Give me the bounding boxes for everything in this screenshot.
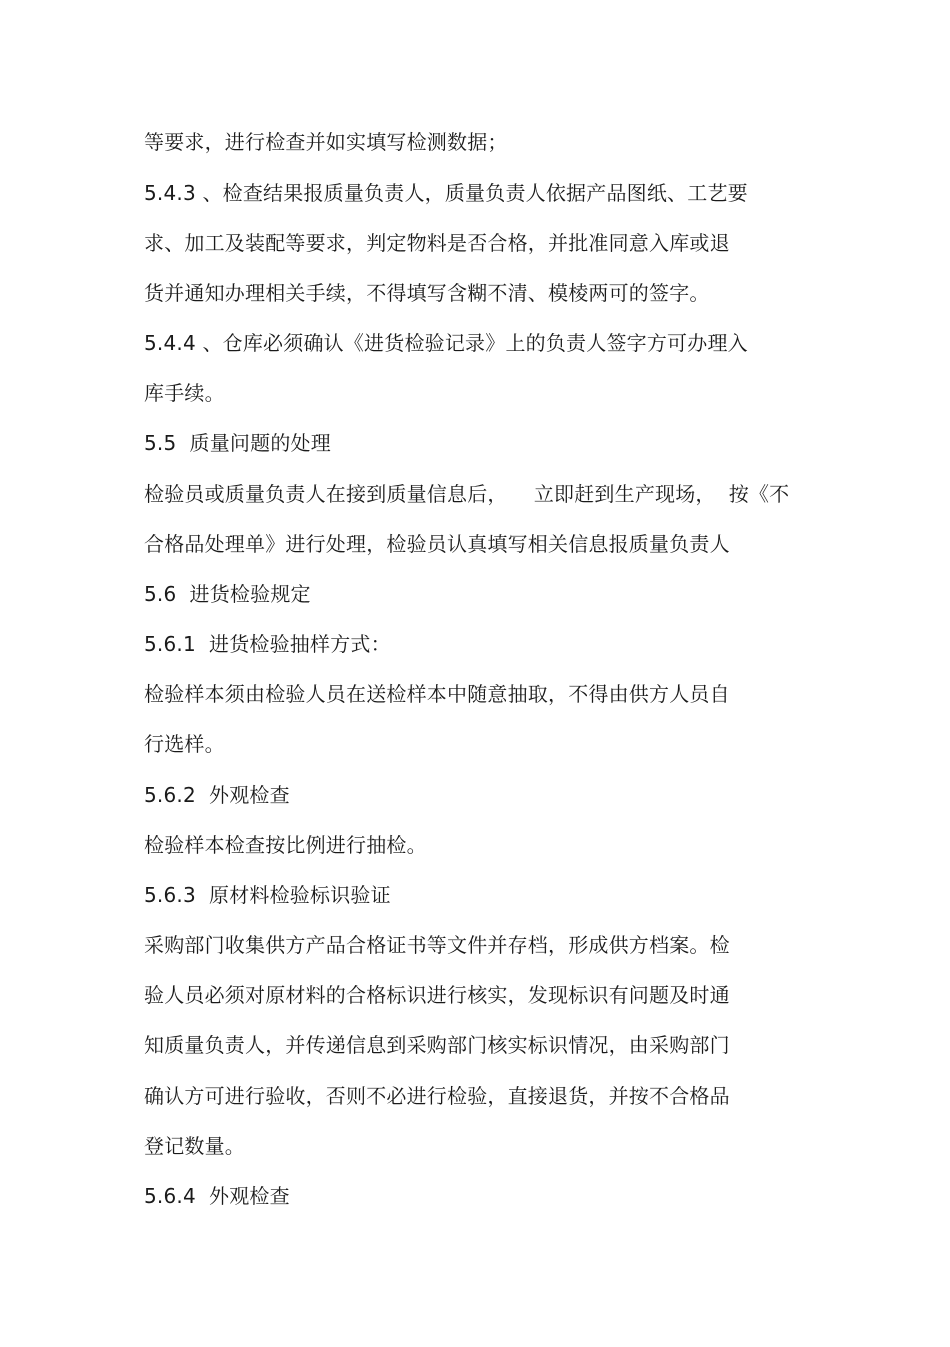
text-line-6: 库手续。 (144, 381, 225, 405)
text-line-15: 检验样本检查按比例进行抽检。 (144, 833, 427, 857)
text-line-17: 采购部门收集供方产品合格证书等文件并存档，形成供方档案。检 (144, 933, 730, 957)
subsection-heading-5-6-3: 5.6.3 原材料检验标识验证 (144, 883, 391, 907)
text-line-20: 确认方可进行验收，否则不必进行检验，直接退货，并按不合格品 (144, 1084, 730, 1108)
section-heading-5-5: 5.5 质量问题的处理 (144, 431, 331, 455)
subsection-heading-5-6-1: 5.6.1 进货检验抽样方式： (144, 632, 391, 656)
subsection-heading-5-6-2: 5.6.2 外观检查 (144, 783, 290, 807)
text-line-2: 5.4.3 、检查结果报质量负责人，质量负责人依据产品图纸、工艺要 (144, 181, 748, 205)
section-heading-5-6: 5.6 进货检验规定 (144, 582, 311, 606)
text-line-18: 验人员必须对原材料的合格标识进行核实，发现标识有问题及时通 (144, 983, 730, 1007)
text-line-4: 货并通知办理相关手续，不得填写含糊不清、模棱两可的签字。 (144, 281, 710, 305)
subsection-heading-5-6-4: 5.6.4 外观检查 (144, 1184, 290, 1208)
text-line-19: 知质量负责人，并传递信息到采购部门核实标识情况，由采购部门 (144, 1033, 730, 1057)
text-line-1: 等要求，进行检查并如实填写检测数据； (144, 130, 508, 154)
text-line-8: 检验员或质量负责人在接到质量信息后， 立即赶到生产现场， 按《不 (144, 482, 790, 506)
text-line-3: 求、加工及装配等要求，判定物料是否合格，并批准同意入库或退 (144, 231, 730, 255)
text-line-9: 合格品处理单》进行处理，检验员认真填写相关信息报质量负责人 (144, 532, 730, 556)
text-line-13: 行选样。 (144, 732, 225, 756)
text-line-21: 登记数量。 (144, 1134, 245, 1158)
text-line-5: 5.4.4 、仓库必须确认《进货检验记录》上的负责人签字方可办理入 (144, 331, 748, 355)
text-line-12: 检验样本须由检验人员在送检样本中随意抽取，不得由供方人员自 (144, 682, 730, 706)
